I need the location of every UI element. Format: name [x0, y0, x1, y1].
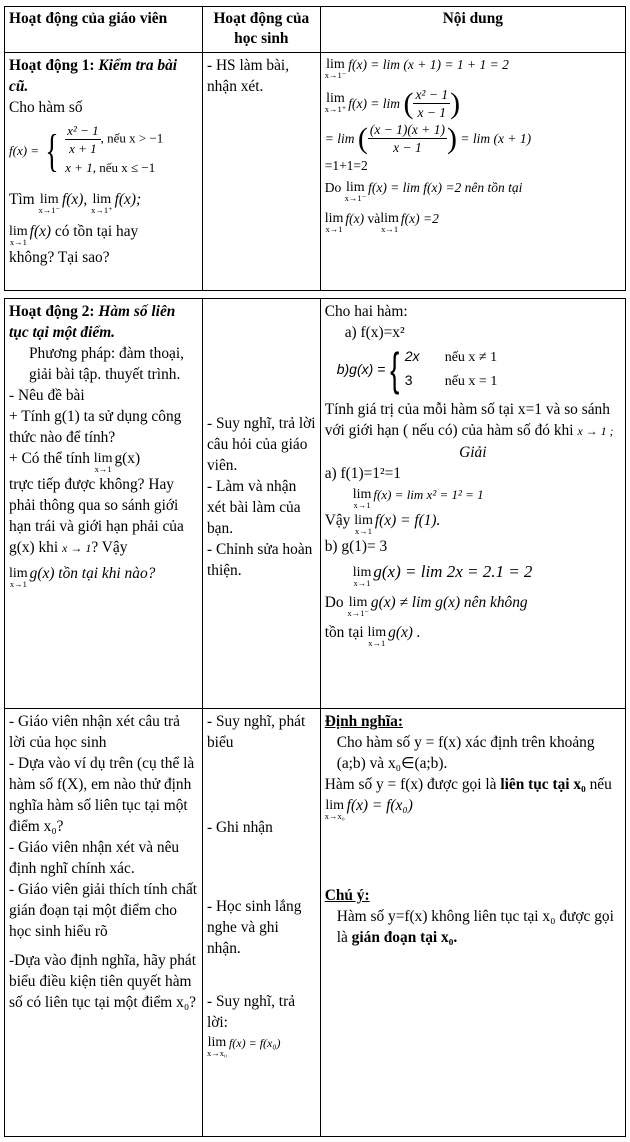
activity-1-title-italic: Kiểm tra bài cũ. [9, 57, 178, 95]
piecewise-function-f: f(x) = { $\frac{\text{x² − 1}}{x + 1}$ , nếu x > −1 x + 1, nếu x ≤ −1 [9, 123, 164, 176]
header-student: Hoạt động của học sinh [202, 7, 320, 53]
activity-3-student: - Suy nghĩ, phát biểu - Ghi nhận - Học sinh lắng nghe và ghi nhận. - Suy nghĩ, trả lời: lim x→x₀ f(x) = f(x₀) [202, 709, 320, 1137]
header-content: Nội dung [320, 7, 625, 53]
activity-1-row [5, 53, 626, 291]
activity-1-content: lim x→1⁻ f(x) = lim (x + 1) = 1 + 1 = 2 lim x→1⁺ f(x) = lim ( $\frac{\text{x² − 1}}{x - 1}$ ) = lim ( $\frac{(x - 1)(x + 1)}{x - 1}$ ) = lim (x + 1) =1+1=2 Do lim x→1⁻ f(x) = lim f(x) =2 nên tồn tại lim x→1 f(x) và lim x→1 f(x) =2 [320, 53, 625, 291]
definition-title: Định nghĩa: [324, 713, 403, 730]
note-title: Chú ý: [324, 887, 370, 904]
activity-1-intro: Cho hàm số [9, 99, 83, 116]
activity-2-method: Phương pháp: đàm thoại, giải bài tập. thuyết trình. [29, 345, 184, 383]
header-row [5, 7, 626, 53]
activity-3-teacher: - Giáo viên nhận xét câu trả lời của học sinh - Dựa vào ví dụ trên (cụ thể là hàm số f(X), em nào thử định nghĩa hàm số liên tục tại một điểm x₀? - Giáo viên nhận xét và nêu định nghĩ chính xác. - Giáo viên giải thích tính chất gián đoạn tại một điểm cho học sinh hiểu rõ -Dựa vào định nghĩa, hãy phát biểu điều kiện tiên quyết hàm số có liên tục tại một điểm x₀? [5, 709, 203, 1137]
activity-1-student: - HS làm bài, nhận xét. [202, 53, 320, 291]
lesson-table-part-2 [4, 298, 626, 1137]
activity-2-row [5, 299, 626, 709]
header-teacher: Hoạt động của giáo viên [5, 7, 203, 53]
piecewise-function-g: b)g(x) = { 2x nếu x ≠ 1 3 nếu x = 1 [336, 343, 498, 395]
activity-1-question-end: không? Tại sao? [9, 249, 110, 266]
activity-2-content: Cho hai hàm: a) f(x)=x² b)g(x) = { 2x nếu x ≠ 1 3 nếu x = 1 Tính giá trị của mỗi hàm số tại x=1 và so sánh với giới hạn ( nếu có) của hàm số đó khi x → 1 ; Giải a) f(1)=1²=1 lim x→1 f(x) = lim x² = 1² = 1 Vậy lim x→1 f(x) = f(1). b) g(1)= 3 lim x→1 g(x) = lim 2x = 2.1 = 2 Do lim x→1⁻ g(x) ≠ lim g(x) nên không tồn tại lim x→1 g(x) . [320, 299, 625, 709]
activity-2-teacher: Hoạt động 2: Hàm số liên tục tại một điểm. Phương pháp: đàm thoại, giải bài tập. thuyết trình. - Nêu đề bài + Tính g(1) ta sử dụng công thức nào để tính? + Có thể tính lim x→1 g(x) trực tiếp được không? Hay phải thông qua so sánh giới hạn trái và giới hạn phải của g(x) khi x → 1? Vậy lim x→1 g(x) tồn tại khi nào? [5, 299, 203, 709]
activity-1-title: Hoạt động 1: [9, 57, 95, 74]
activity-3-content: Định nghĩa: Cho hàm số y = f(x) xác định trên khoảng (a;b) và x₀∈(a;b). Hàm số y = f(x) được gọi là liên tục tại x₀ nếu lim x→x₀ f(x) = f(x₀) Chú ý: Hàm số y=f(x) không liên tục tại x₀ được gọi là gián đoạn tại x₀. [320, 709, 625, 1137]
activity-1-teacher: Hoạt động 1: Kiểm tra bài cũ. Cho hàm số f(x) = { $\frac{\text{x² − 1}}{x + 1}$ , nếu x > −1 x + 1, nếu x ≤ −1 Tìm lim x→1⁻ f(x), lim x→1⁺ f(x); lim x→1 f(x) có tồn tại hay không? Tại sao? [5, 53, 203, 291]
activity-2-student: - Suy nghĩ, trả lời câu hỏi của giáo viên. - Làm và nhận xét bài làm của bạn. - Chỉnh sửa hoàn thiện. [202, 299, 320, 709]
activity-3-row [5, 709, 626, 1137]
lesson-table-part-1 [4, 6, 626, 291]
